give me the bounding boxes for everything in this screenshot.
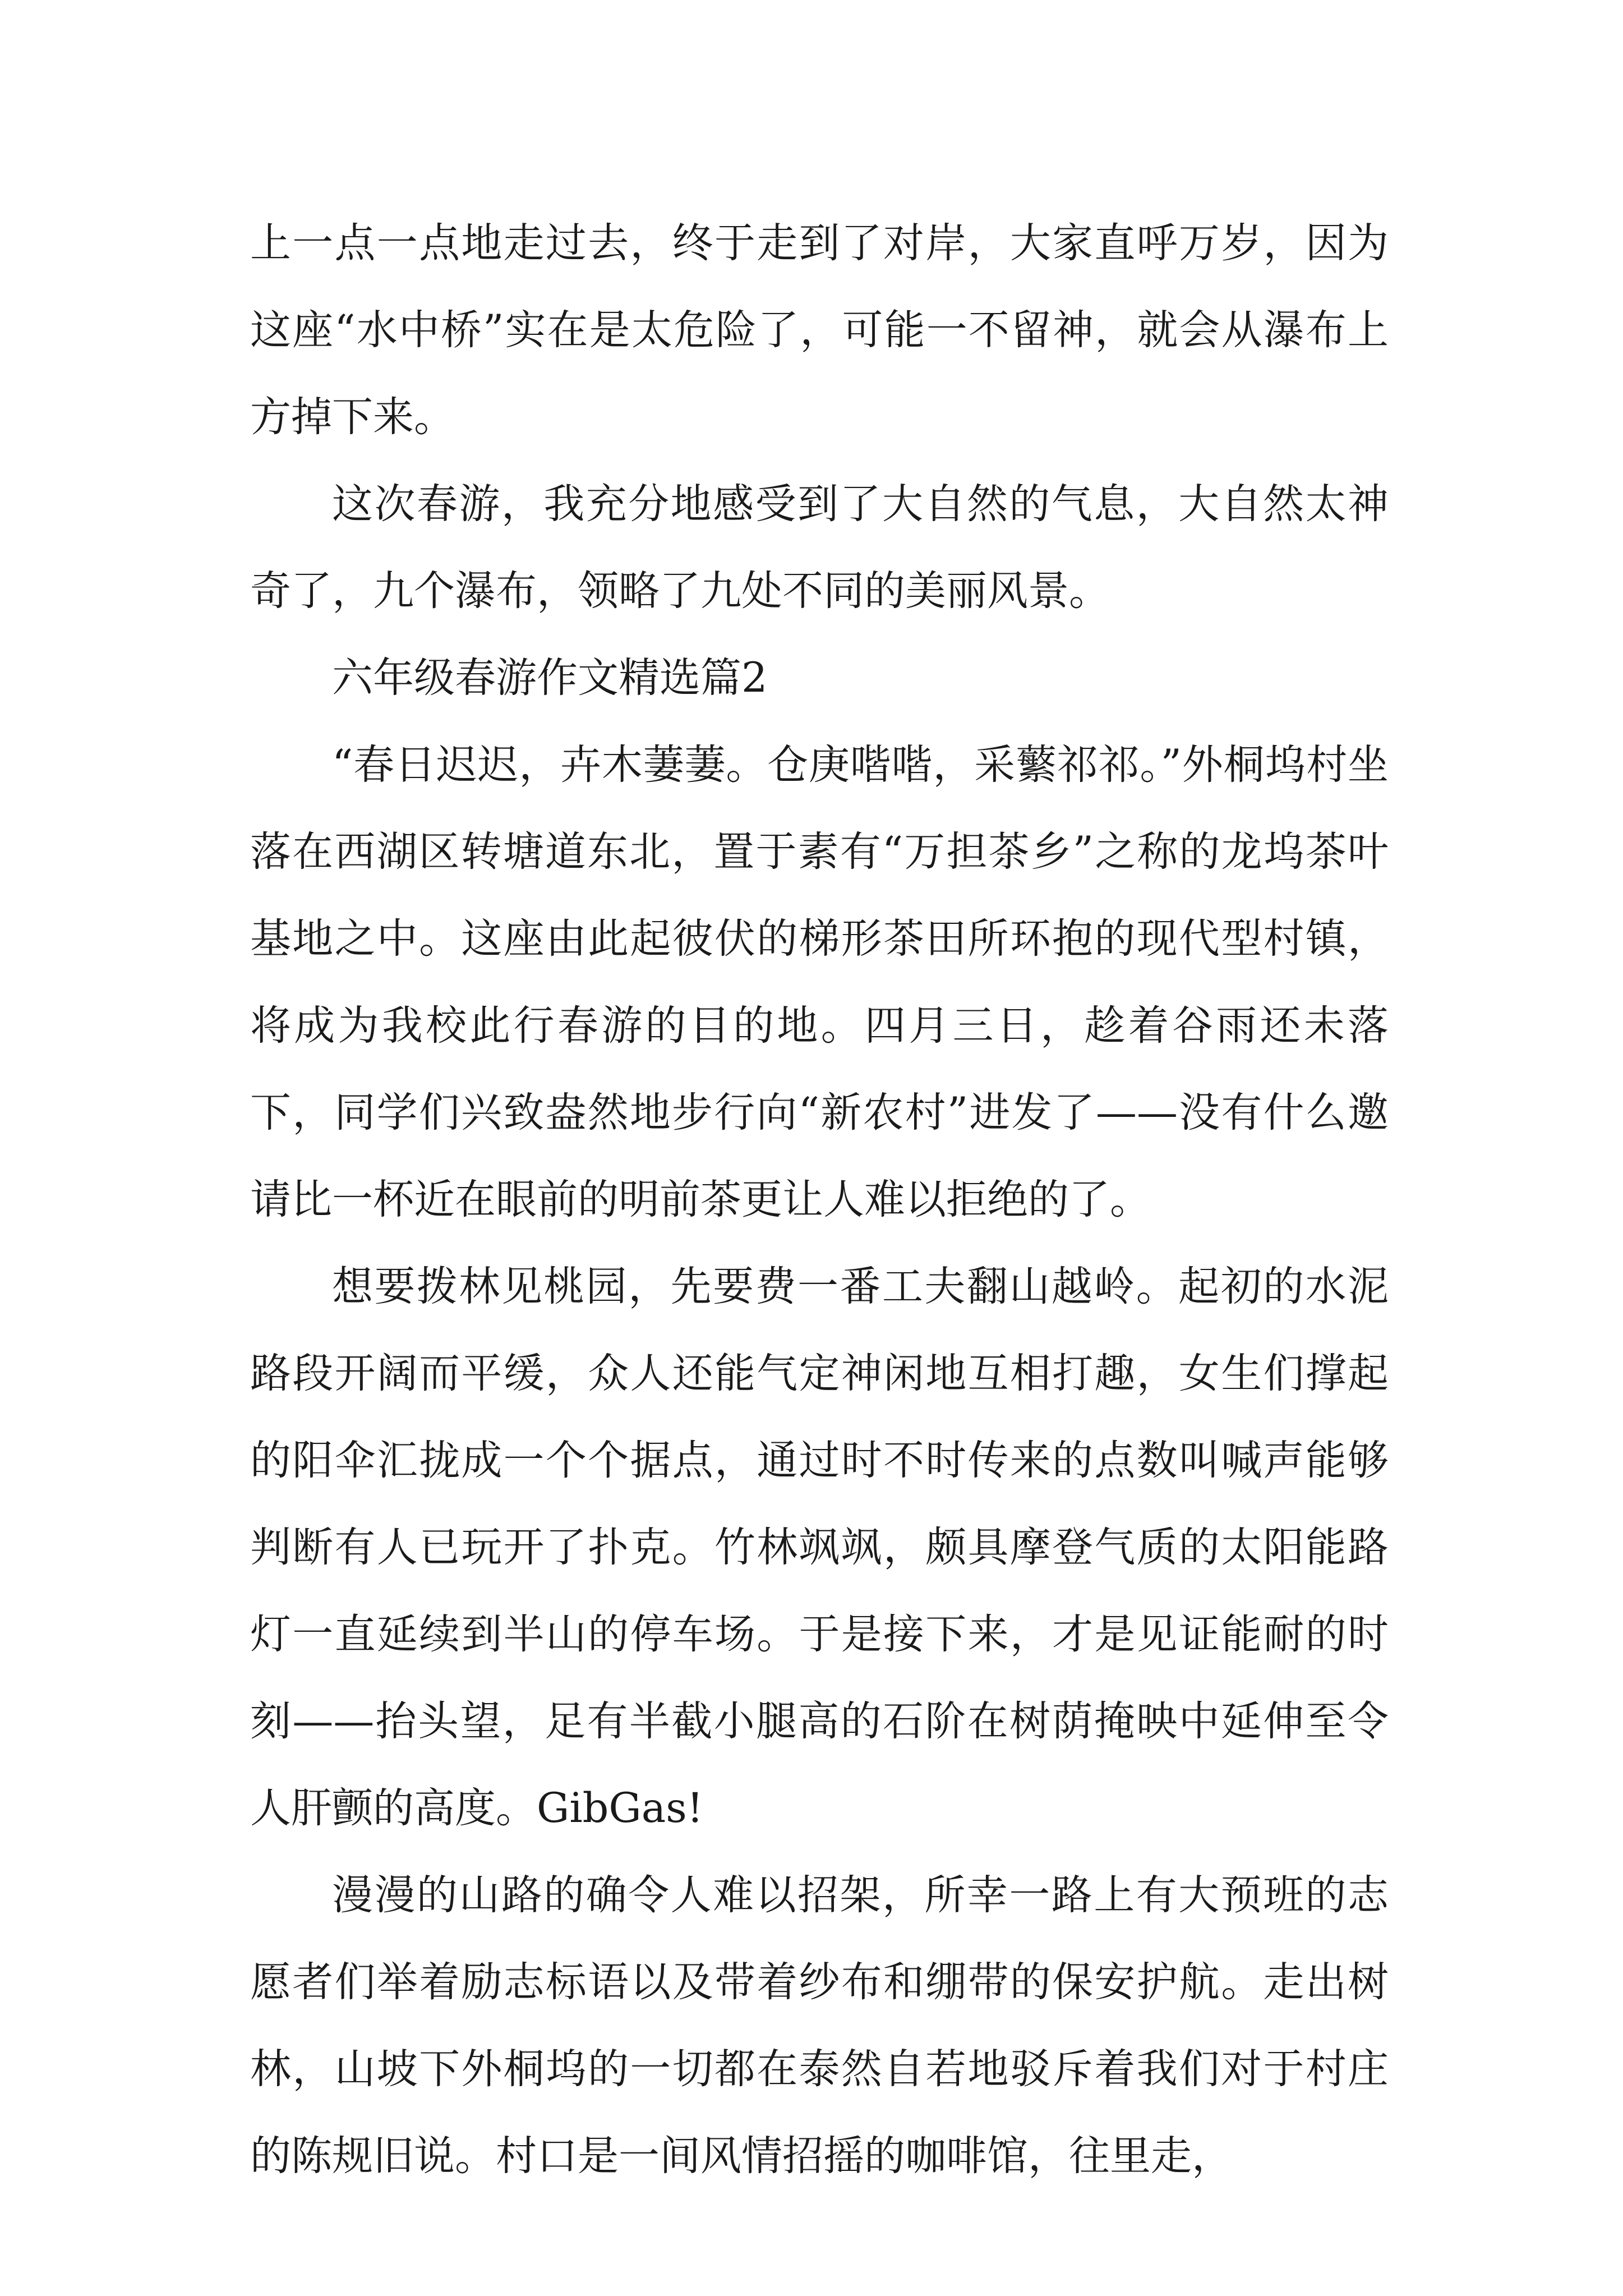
- paragraph-1: [250, 200, 1389, 461]
- text-line: 志愿者们举着励志标语以及带着纱布和绷带的保安护航。走: [250, 1871, 1389, 2006]
- text-line: 现代型村镇，将成为我校此行春游的目的地。四月三日，趁: [250, 915, 1389, 1050]
- text-line: 映中延伸至令人肝颤的高度。GibGas!: [250, 1697, 1389, 1832]
- text-line: 的龙坞茶叶基地之中。这座由此起彼伏的梯形茶田所环抱的: [250, 828, 1389, 963]
- text-line: 于村庄的陈规旧说。村口是一间风情招摇的咖啡馆，往里走，: [250, 2045, 1389, 2180]
- text-line: 为这座“水中桥”实在是太危险了，可能一不留神，就会从: [250, 219, 1389, 354]
- text-line: 证能耐的时刻——抬头望，足有半截小腿高的石阶在树荫掩: [250, 1611, 1389, 1745]
- text-line: 坞村坐落在西湖区转塘道东北，置于素有“万担茶乡”之称: [250, 741, 1389, 876]
- text-line: “春日迟迟，卉木萋萋。仓庚喈喈，采蘩祁祁。”外桐: [332, 741, 1265, 789]
- text-line: 这次春游，我充分地感受到了大自然的气息，大自然太: [332, 480, 1348, 528]
- text-line: 瀑布上方掉下来。: [250, 306, 1389, 441]
- text-line: 着谷雨还未落下，同学们兴致盎然地步行向“新农村”进发: [250, 1002, 1389, 1137]
- text-line: 太阳能路灯一直延续到半山的停车场。于是接下来，才是见: [250, 1524, 1389, 1658]
- text-line: 神奇了，九个瀑布，领略了九处不同的美丽风景。: [250, 480, 1389, 615]
- text-line: 拒绝的了。: [946, 1176, 1151, 1223]
- text-line: 上一点一点地走过去，终于走到了对岸，大家直呼万岁，因: [250, 219, 1348, 267]
- document-body: [250, 200, 1389, 2200]
- paragraph-4: [250, 1243, 1389, 1852]
- paragraph-3: [250, 721, 1389, 1243]
- text-line: 声能够判断有人已玩开了扑克。竹林飒飒，颇具摩登气质的: [250, 1437, 1389, 1571]
- text-line: 撑起的阳伞汇拢成一个个据点，通过时不时传来的点数叫喊: [250, 1350, 1389, 1484]
- paragraph-2: [250, 461, 1389, 634]
- paragraph-5: [250, 1852, 1389, 2200]
- text-line: 了——没有什么邀请比一杯近在眼前的明前茶更让人难以: [250, 1089, 1389, 1223]
- text-line: 泥路段开阔而平缓，众人还能气定神闲地互相打趣，女生们: [250, 1263, 1389, 1397]
- text-line: 漫漫的山路的确令人难以招架，所幸一路上有大预班的: [332, 1871, 1348, 1919]
- text-line: 出树林，山坡下外桐坞的一切都在泰然自若地驳斥着我们对: [250, 1958, 1389, 2093]
- text-line: 想要拨林见桃园，先要费一番工夫翻山越岭。起初的水: [332, 1263, 1348, 1310]
- section-heading: 六年级春游作文精选篇2: [332, 654, 768, 702]
